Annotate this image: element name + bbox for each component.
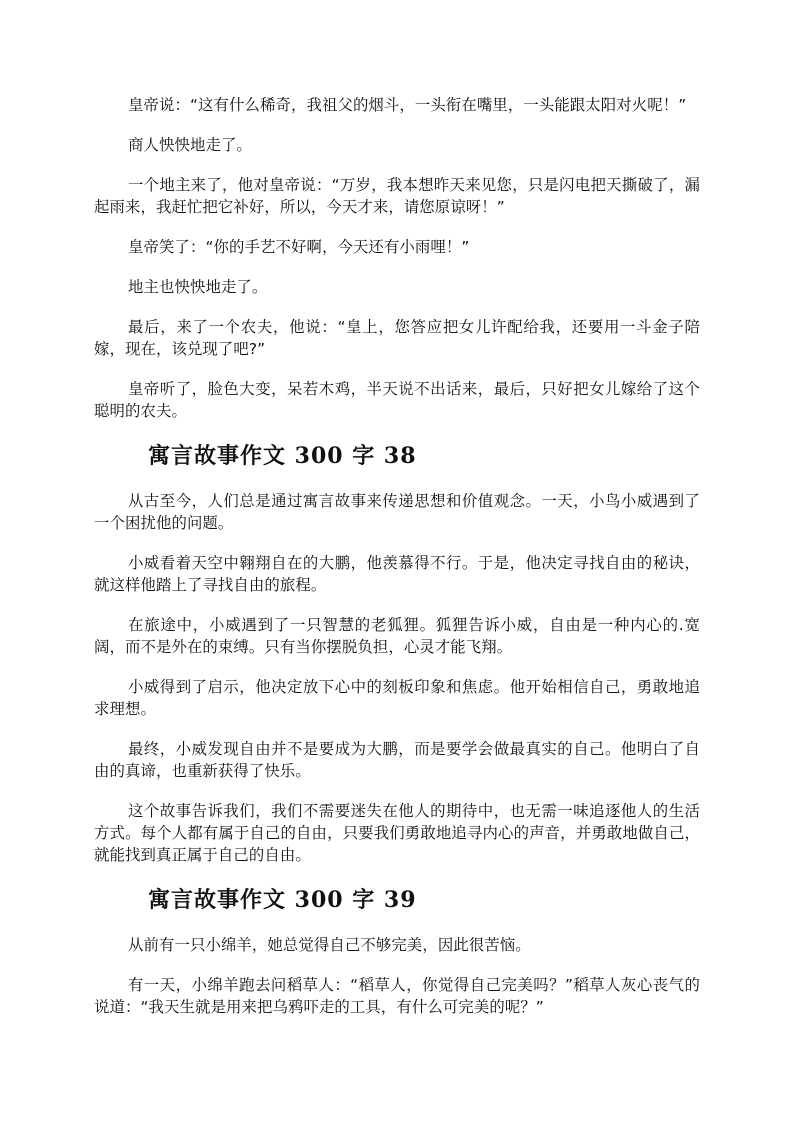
- document-body: [94, 94, 700, 1036]
- paragraph: 最后，来了一个农夫，他说：“皇上，您答应把女儿许配给我，还要用一斗金子陪嫁，现在，该兑现了吧?”: [94, 318, 700, 358]
- paragraph: 皇帝听了，脸色大变，呆若木鸡，半天说不出话来，最后，只好把女儿嫁给了这个聪明的农夫。: [94, 380, 700, 420]
- paragraph: 商人怏怏地走了。: [128, 136, 252, 154]
- section-title-38: 寓言故事作文 300 字 38: [148, 443, 417, 469]
- paragraph: 小威得到了启示，他决定放下心中的刻板印象和焦虑。他开始相信自己，勇敢地追求理想。: [94, 678, 700, 718]
- paragraph: 有一天，小绵羊跑去问稻草人：“稻草人，你觉得自己完美吗？”稻草人灰心丧气的说道：“我天生就是用来把乌鸦吓走的工具，有什么可完美的呢？”: [94, 976, 700, 1016]
- paragraph: 皇帝笑了：“你的手艺不好啊，今天还有小雨哩！”: [128, 238, 470, 256]
- paragraph: 从古至今，人们总是通过寓言故事来传递思想和价值观念。一天，小鸟小威遇到了一个困扰他的问题。: [94, 492, 700, 532]
- paragraph: 从前有一只小绵羊，她总觉得自己不够完美，因此很苦恼。: [128, 936, 531, 954]
- section-title-39: 寓言故事作文 300 字 39: [148, 887, 417, 913]
- paragraph: 地主也怏怏地走了。: [128, 278, 268, 296]
- paragraph: 小威看着天空中翱翔自在的大鹏，他羡慕得不行。于是，他决定寻找自由的秘诀，就这样他踏上了寻找自由的旅程。: [94, 554, 700, 594]
- paragraph: 皇帝说：“这有什么稀奇，我祖父的烟斗，一头衔在嘴里，一头能跟太阳对火呢！”: [128, 96, 687, 114]
- paragraph: 一个地主来了，他对皇帝说：“万岁，我本想昨天来见您，只是闪电把天撕破了，漏起雨来，我赶忙把它补好，所以，今天才来，请您原谅呀！”: [94, 176, 700, 216]
- paragraph: 最终，小威发现自由并不是要成为大鹏，而是要学会做最真实的自己。他明白了自由的真谛，也重新获得了快乐。: [94, 740, 700, 780]
- paragraph: 在旅途中，小威遇到了一只智慧的老狐狸。狐狸告诉小威，自由是一种内心的.宽阔，而不是外在的束缚。只有当你摆脱负担，心灵才能飞翔。: [94, 616, 700, 656]
- paragraph: 这个故事告诉我们，我们不需要迷失在他人的期待中，也无需一味追逐他人的生活方式。每个人都有属于自己的自由，只要我们勇敢地追寻内心的声音，并勇敢地做自己，就能找到真正属于自己的自由。: [94, 802, 700, 864]
